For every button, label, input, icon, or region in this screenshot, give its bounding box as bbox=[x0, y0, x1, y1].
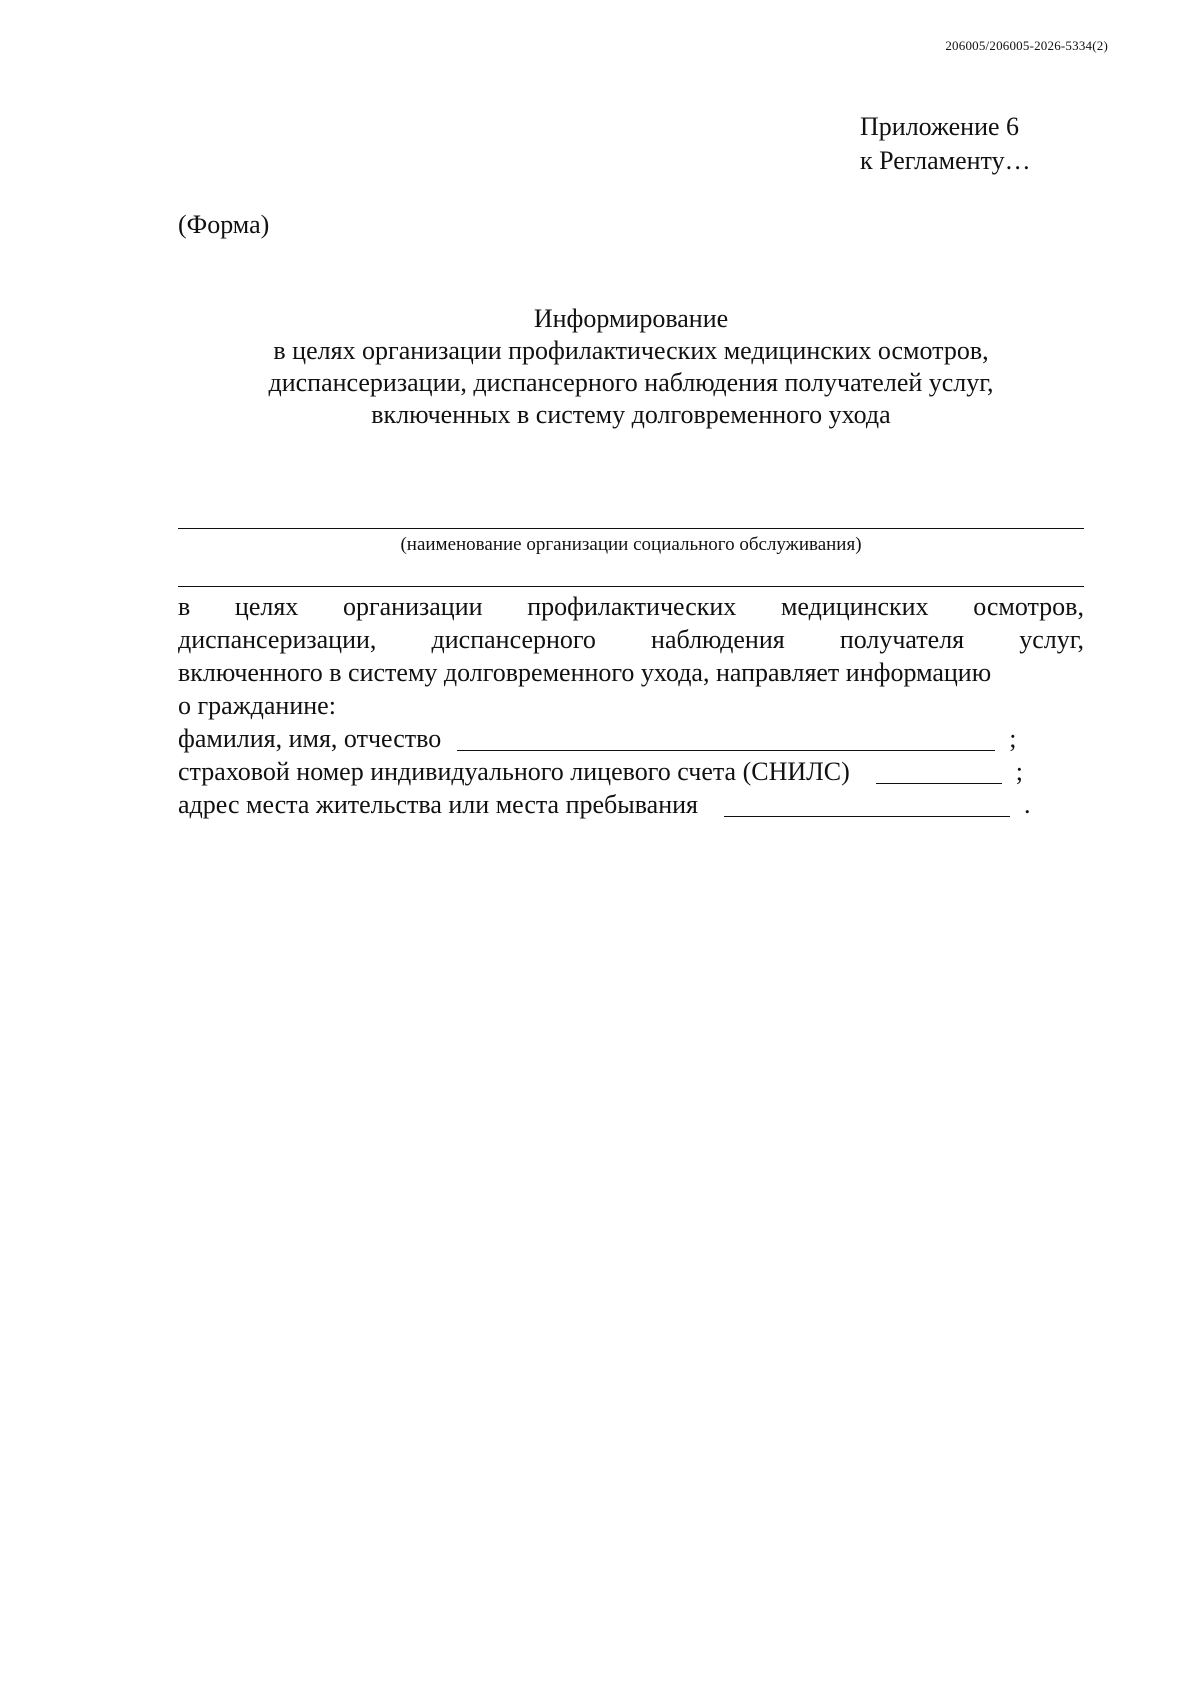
field-full-name-blank[interactable] bbox=[457, 728, 995, 751]
title-line-4: включенных в систему долговременного ухода bbox=[371, 400, 891, 429]
body-word: наблюдения bbox=[651, 625, 785, 654]
title-line-1: Информирование bbox=[533, 304, 729, 333]
field-snils-label: страховой номер индивидуального лицевого счета (СНИЛС) bbox=[178, 757, 850, 786]
form-label: (Форма) bbox=[178, 210, 270, 239]
field-address-label: адрес места жительства или места пребывания bbox=[178, 790, 698, 819]
org-caption: (наименование организации социального обслуживания) bbox=[400, 534, 862, 555]
body-word: профилактических bbox=[527, 592, 737, 621]
field-snils-end: ; bbox=[1015, 757, 1024, 786]
field-full-name-label: фамилия, имя, отчество bbox=[178, 724, 442, 753]
body-line-1 bbox=[178, 590, 1084, 623]
field-snils bbox=[178, 755, 1084, 788]
appendix-reference bbox=[860, 110, 1031, 178]
body-word: получателя bbox=[839, 625, 965, 654]
title-line-3: диспансеризации, диспансерного наблюдения получателей услуг, bbox=[268, 368, 994, 397]
appendix-line-1: Приложение 6 bbox=[860, 112, 1020, 141]
body-word: целях bbox=[234, 592, 299, 621]
org-name-line[interactable] bbox=[178, 528, 1084, 529]
body-word: медицинских bbox=[780, 592, 929, 621]
field-full-name-end: ; bbox=[1009, 724, 1017, 753]
field-snils-blank[interactable] bbox=[876, 761, 1002, 784]
body-word: диспансерного bbox=[431, 625, 596, 654]
body-word: диспансеризации, bbox=[178, 625, 377, 654]
body-word: услуг, bbox=[1019, 625, 1084, 654]
body-word: организации bbox=[342, 592, 483, 621]
field-address bbox=[178, 788, 1084, 821]
doc-number: 206005/206005-2026-5334(2) bbox=[945, 38, 1108, 53]
body-line-4: о гражданине: bbox=[178, 691, 336, 720]
title-line-2: в целях организации профилактических медицинских осмотров, bbox=[273, 336, 989, 365]
body-line-2 bbox=[178, 623, 1084, 656]
field-address-end: . bbox=[1024, 790, 1031, 819]
body-word: осмотров, bbox=[973, 592, 1084, 621]
org-name-line-2[interactable] bbox=[178, 586, 1084, 587]
body-line-3: включенного в систему долговременного ухода, направляет информацию bbox=[178, 658, 992, 687]
body-text bbox=[178, 590, 1084, 821]
field-address-blank[interactable] bbox=[724, 794, 1010, 817]
field-full-name bbox=[178, 722, 1084, 755]
document-title bbox=[178, 303, 1084, 431]
body-word: в bbox=[178, 592, 191, 621]
appendix-line-2: к Регламенту… bbox=[860, 146, 1031, 175]
